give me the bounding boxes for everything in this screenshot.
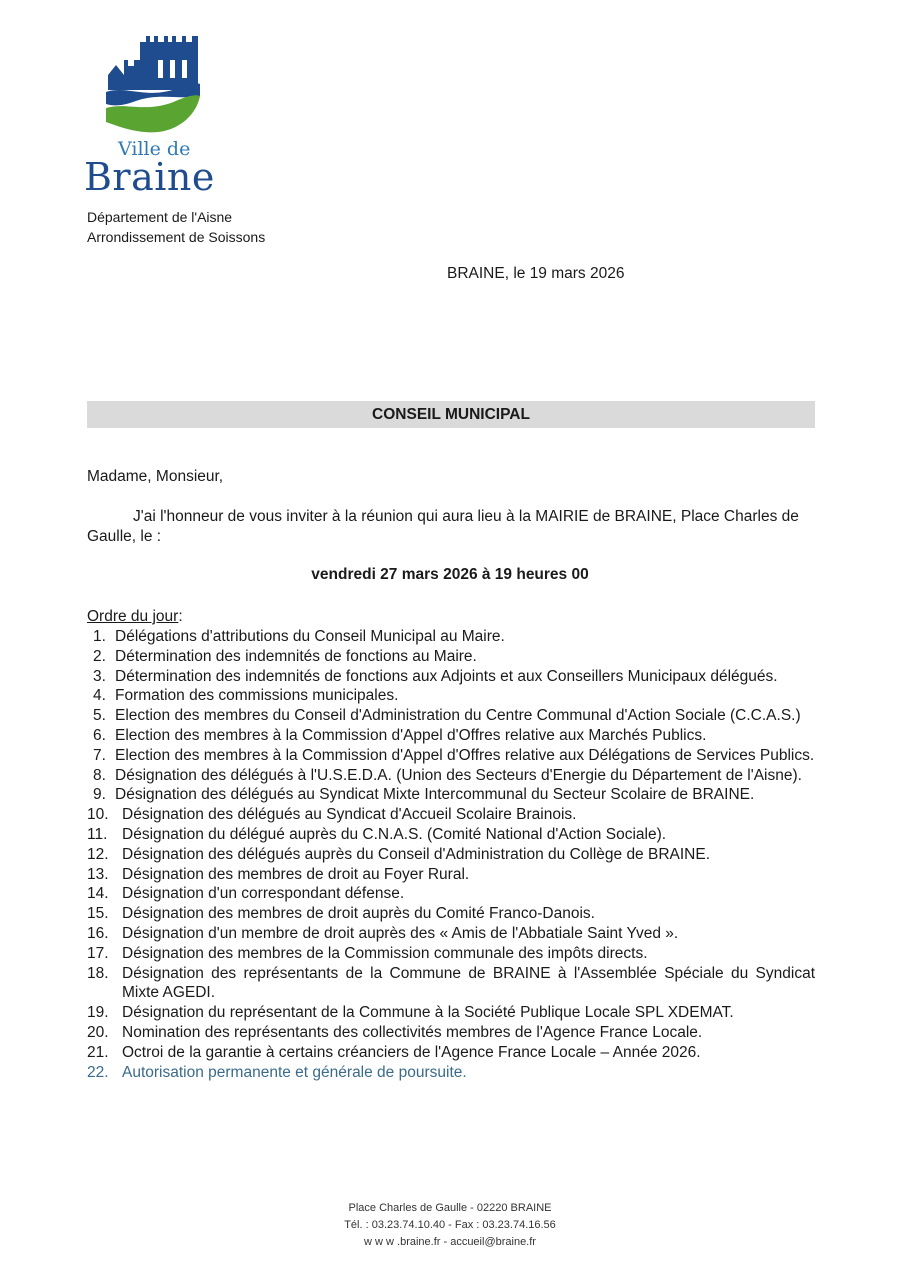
- item-number: 8.: [93, 766, 106, 784]
- list-item: [87, 746, 815, 766]
- department-line: Département de l'Aisne: [87, 209, 233, 225]
- item-number: 15.: [87, 905, 109, 923]
- item-text: Désignation des délégués au Syndicat d'Accueil Scolaire Brainois.: [122, 806, 577, 824]
- meeting-time: vendredi 27 mars 2026 à 19 heures 00: [311, 566, 589, 583]
- item-number: 17.: [87, 944, 109, 962]
- item-text: Autorisation permanente et générale de poursuite.: [122, 1063, 467, 1081]
- list-item: [87, 904, 815, 924]
- item-text: Désignation des représentants de la Commune de BRAINE à l'Assemblée Spéciale du Syndicat Mixte AGEDI.: [122, 964, 815, 1002]
- item-text: Détermination des indemnités de fonctions aux Adjoints et aux Conseillers Municipaux délégués.: [115, 667, 778, 685]
- list-item: [87, 647, 815, 667]
- agenda-list: [87, 627, 815, 1082]
- item-number: 3.: [93, 667, 106, 685]
- item-number: 16.: [87, 924, 109, 942]
- list-item: [87, 726, 815, 746]
- logo-small-text: Ville de: [118, 138, 191, 160]
- list-item: [87, 1003, 815, 1023]
- footer-web: w w w .braine.fr - accueil@braine.fr: [364, 1236, 536, 1248]
- item-text: Election des membres à la Commission d'Appel d'Offres relative aux Délégations de Services Publics.: [115, 746, 815, 764]
- footer-address: Place Charles de Gaulle - 02220 BRAINE: [348, 1202, 552, 1214]
- item-number: 2.: [93, 647, 106, 665]
- item-number: 22.: [87, 1063, 109, 1081]
- item-text: Désignation des membres de la Commission communale des impôts directs.: [122, 944, 648, 962]
- item-text: Délégations d'attributions du Conseil Municipal au Maire.: [115, 628, 505, 645]
- item-number: 6.: [93, 726, 106, 744]
- item-text: Désignation du représentant de la Commune à la Société Publique Locale SPL XDEMAT.: [122, 1004, 734, 1022]
- footer: [0, 1200, 900, 1251]
- item-number: 19.: [87, 1004, 109, 1022]
- item-number: 9.: [93, 786, 106, 804]
- list-item: [87, 964, 815, 1004]
- list-item: [87, 706, 815, 726]
- list-item: [87, 924, 815, 944]
- item-text: Désignation d'un correspondant défense.: [122, 885, 405, 903]
- agenda-heading-text: Ordre du jour: [87, 608, 179, 625]
- list-item: [87, 845, 815, 865]
- greeting: Madame, Monsieur,: [87, 468, 224, 485]
- list-item: [87, 766, 815, 786]
- footer-phone: Tél. : 03.23.74.10.40 - Fax : 03.23.74.16.56: [344, 1219, 556, 1231]
- item-number: 11.: [87, 825, 108, 843]
- item-number: 4.: [93, 687, 106, 705]
- item-number: 5.: [93, 707, 106, 725]
- item-number: 10.: [87, 806, 109, 824]
- item-text: Désignation des membres de droit auprès du Comité Franco-Danois.: [122, 905, 595, 923]
- list-item: [87, 1063, 815, 1083]
- item-number: 18.: [87, 964, 109, 982]
- date-line: BRAINE, le 19 mars 2026: [447, 265, 625, 282]
- item-number: 7.: [93, 746, 106, 764]
- list-item: [87, 825, 815, 845]
- item-number: 1.: [93, 628, 106, 645]
- item-text: Nomination des représentants des collectivités membres de l'Agence France Locale.: [122, 1023, 703, 1041]
- list-item: [87, 1023, 815, 1043]
- list-item: [87, 686, 815, 706]
- item-text: Formation des commissions municipales.: [115, 687, 399, 705]
- item-number: 20.: [87, 1023, 109, 1041]
- logo-big-text: Braine: [84, 155, 215, 199]
- item-text: Octroi de la garantie à certains créanciers de l'Agence France Locale – Année 2026.: [122, 1043, 701, 1061]
- item-text: Election des membres à la Commission d'Appel d'Offres relative aux Marchés Publics.: [115, 726, 707, 744]
- item-text: Détermination des indemnités de fonctions au Maire.: [115, 647, 477, 665]
- list-item: [87, 865, 815, 885]
- department-block: [87, 207, 265, 247]
- agenda-heading-colon: :: [178, 608, 183, 625]
- list-item: [87, 667, 815, 687]
- item-text: Election des membres du Conseil d'Administration du Centre Communal d'Action Sociale (C.C.A.S.): [115, 707, 801, 725]
- list-item: [87, 1043, 815, 1063]
- list-item: [87, 805, 815, 825]
- item-number: 12.: [87, 845, 109, 863]
- item-text: Désignation des délégués au Syndicat Mixte Intercommunal du Secteur Scolaire de BRAINE.: [115, 786, 755, 804]
- banner-title: CONSEIL MUNICIPAL: [87, 401, 815, 428]
- agenda-heading: [87, 608, 183, 626]
- item-text: Désignation des délégués auprès du Conseil d'Administration du Collège de BRAINE.: [122, 845, 711, 863]
- logo: [84, 30, 223, 199]
- castle-logo-icon: [88, 30, 208, 140]
- list-item: [87, 944, 815, 964]
- item-text: Désignation des délégués à l'U.S.E.D.A. (Union des Secteurs d'Energie du Département de l'Aisne).: [115, 766, 802, 784]
- item-number: 21.: [87, 1043, 109, 1061]
- item-text: Désignation du délégué auprès du C.N.A.S. (Comité National d'Action Sociale).: [122, 825, 667, 843]
- list-item: [87, 785, 815, 805]
- intro-paragraph: J'ai l'honneur de vous inviter à la réunion qui aura lieu à la MAIRIE de BRAINE, Place Charles de Gaulle, le :: [87, 508, 799, 545]
- item-text: Désignation des membres de droit au Foyer Rural.: [122, 865, 470, 883]
- arrondissement-line: Arrondissement de Soissons: [87, 229, 266, 245]
- list-item: [87, 884, 815, 904]
- item-text: Désignation d'un membre de droit auprès des « Amis de l'Abbatiale Saint Yved ».: [122, 924, 679, 942]
- item-number: 13.: [87, 865, 109, 883]
- list-item: [87, 627, 815, 647]
- item-number: 14.: [87, 885, 109, 903]
